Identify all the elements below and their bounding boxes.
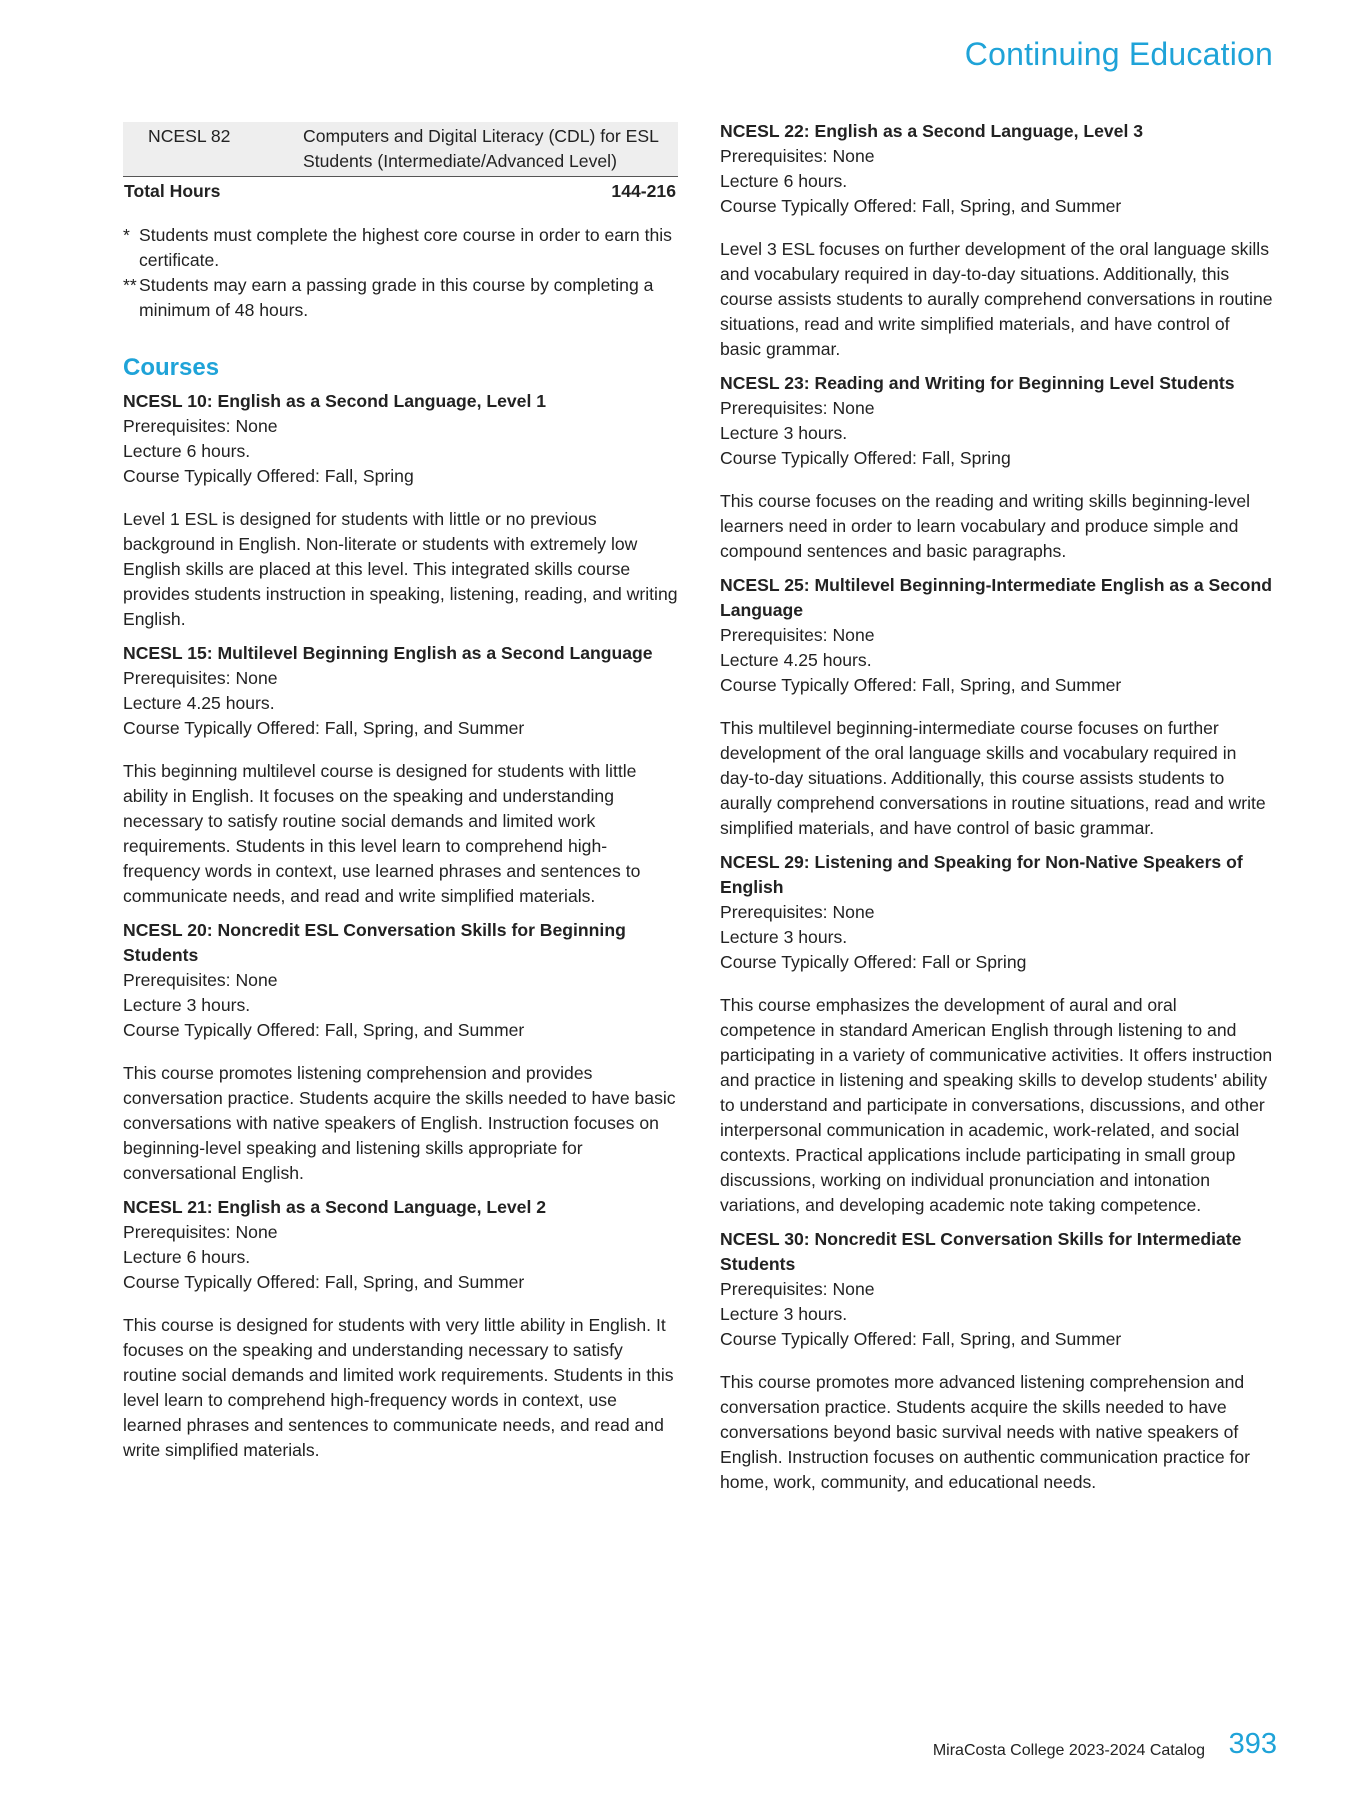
course-description: Level 1 ESL is designed for students with little or no previous background in English. Non-literate or students with extremely low English skills are placed at this level. This integrated skills course provides students instruction in speaking, listening, reading, and writing English. (123, 509, 678, 629)
course-title: NCESL 21: English as a Second Language, Level 2 (123, 1197, 547, 1217)
course-lecture-hours: Lecture 6 hours. (123, 441, 251, 461)
course-entry (720, 850, 1275, 1218)
course-prerequisites: Prerequisites: None (720, 146, 875, 166)
course-prerequisites: Prerequisites: None (123, 1222, 278, 1242)
course-code-cell: NCESL 82 (123, 122, 303, 177)
course-lecture-hours: Lecture 3 hours. (720, 1304, 848, 1324)
course-description: This course focuses on the reading and writing skills beginning-level learners need in order to learn vocabulary and produce simple and compound sentences and basic paragraphs. (720, 491, 1251, 561)
page-header-title: Continuing Education (964, 36, 1273, 72)
course-description: This course emphasizes the development of aural and oral competence in standard American English through listening to and participating in a variety of communicative activities. It offers instruction and practice in listening and speaking skills to develop students' ability to understand and participate in conversations, discussions, and other interpersonal communication in academic, work-related, and social contexts. Practical applications include participating in small group discussions, working on individual pronunciation and intonation variations, and developing academic note taking competence. (720, 995, 1273, 1215)
course-description: This multilevel beginning-intermediate course focuses on further development of the oral language skills and vocabulary required in day-to-day situations. Additionally, this course assists students to aurally comprehend conversations in routine situations, read and write simplified materials, and have control of basic grammar. (720, 718, 1266, 838)
course-description: This course promotes more advanced listening comprehension and conversation practice. Students acquire the skills needed to have conversations beyond basic survival needs with native speakers of English. Instruction focuses on authentic communication practice for home, work, community, and educational needs. (720, 1372, 1251, 1492)
course-prerequisites: Prerequisites: None (720, 902, 875, 922)
course-prerequisites: Prerequisites: None (720, 398, 875, 418)
footer-catalog-title: MiraCosta College 2023-2024 Catalog (932, 1742, 1205, 1759)
course-title: NCESL 30: Noncredit ESL Conversation Skills for Intermediate Students (720, 1229, 1242, 1274)
course-lecture-hours: Lecture 4.25 hours. (720, 650, 872, 670)
total-hours-label: Total Hours (123, 177, 303, 206)
courses-heading: Courses (123, 354, 220, 381)
course-prerequisites: Prerequisites: None (123, 416, 278, 436)
course-lecture-hours: Lecture 6 hours. (123, 1247, 251, 1267)
course-offered: Course Typically Offered: Fall, Spring, and Summer (720, 1329, 1122, 1349)
course-lecture-hours: Lecture 3 hours. (123, 995, 251, 1015)
course-title: NCESL 10: English as a Second Language, Level 1 (123, 391, 547, 411)
course-entry (720, 573, 1275, 841)
total-hours-row (123, 177, 678, 206)
course-entry (720, 1227, 1275, 1495)
course-offered: Course Typically Offered: Fall, Spring, and Summer (720, 196, 1122, 216)
page-number: 393 (1228, 1728, 1277, 1760)
course-offered: Course Typically Offered: Fall, Spring, and Summer (123, 1272, 525, 1292)
course-description: Level 3 ESL focuses on further development of the oral language skills and vocabulary required in day-to-day situations. Additionally, this course assists students to aurally comprehend conversations in routine situations, read and write simplified materials, and have control of basic grammar. (720, 239, 1273, 359)
course-entry (123, 641, 678, 909)
course-lecture-hours: Lecture 6 hours. (720, 171, 848, 191)
course-title: NCESL 23: Reading and Writing for Beginning Level Students (720, 373, 1235, 393)
course-title: NCESL 29: Listening and Speaking for Non-Native Speakers of English (720, 852, 1243, 897)
course-offered: Course Typically Offered: Fall, Spring (720, 448, 1011, 468)
footnote-mark: ** (123, 275, 137, 295)
course-title: NCESL 25: Multilevel Beginning-Intermediate English as a Second Language (720, 575, 1273, 620)
course-title: NCESL 22: English as a Second Language, Level 3 (720, 121, 1144, 141)
course-offered: Course Typically Offered: Fall, Spring (123, 466, 414, 486)
right-column (720, 122, 1275, 1504)
course-description: This course is designed for students with very little ability in English. It focuses on the speaking and understanding necessary to satisfy routine social demands and limited work requirements. Students in this level learn to comprehend high-frequency words in context, use learned phrases and sentences to communicate needs, and read and write simplified materials. (123, 1315, 674, 1460)
course-prerequisites: Prerequisites: None (123, 668, 278, 688)
course-prerequisites: Prerequisites: None (720, 1279, 875, 1299)
footnote-text: Students may earn a passing grade in this course by completing a minimum of 48 hours. (139, 275, 654, 320)
course-offered: Course Typically Offered: Fall, Spring, and Summer (123, 718, 525, 738)
program-course-table (123, 122, 678, 205)
course-title: NCESL 15: Multilevel Beginning English as a Second Language (123, 643, 653, 663)
course-offered: Course Typically Offered: Fall or Spring (720, 952, 1027, 972)
course-description: This course promotes listening comprehension and provides conversation practice. Students acquire the skills needed to have basic conversations with native speakers of English. Instruction focuses on beginning-level speaking and listening skills appropriate for conversational English. (123, 1063, 676, 1183)
footnotes (123, 223, 678, 323)
course-title-cell: Computers and Digital Literacy (CDL) for ESL Students (Intermediate/Advanced Level) (303, 122, 678, 177)
course-entry (720, 119, 1275, 362)
course-prerequisites: Prerequisites: None (720, 625, 875, 645)
table-row (123, 122, 678, 177)
footnote (123, 273, 678, 323)
course-prerequisites: Prerequisites: None (123, 970, 278, 990)
course-entry (123, 389, 678, 632)
footnote-text: Students must complete the highest core course in order to earn this certificate. (139, 225, 672, 270)
course-entry (720, 371, 1275, 564)
course-lecture-hours: Lecture 4.25 hours. (123, 693, 275, 713)
left-column (123, 122, 678, 1472)
course-title: NCESL 20: Noncredit ESL Conversation Skills for Beginning Students (123, 920, 626, 965)
total-hours-value: 144-216 (303, 177, 678, 206)
footnote-mark: * (123, 225, 130, 245)
course-entry (123, 918, 678, 1186)
course-description: This beginning multilevel course is designed for students with little ability in English. It focuses on the speaking and understanding necessary to satisfy routine social demands and limited work requirements. Students in this level learn to comprehend high-frequency words in context, use learned phrases and sentences to communicate needs, and read and write simplified materials. (123, 761, 641, 906)
course-lecture-hours: Lecture 3 hours. (720, 423, 848, 443)
course-offered: Course Typically Offered: Fall, Spring, and Summer (720, 675, 1122, 695)
course-lecture-hours: Lecture 3 hours. (720, 927, 848, 947)
course-entry (123, 1195, 678, 1463)
footnote (123, 223, 678, 273)
course-offered: Course Typically Offered: Fall, Spring, and Summer (123, 1020, 525, 1040)
